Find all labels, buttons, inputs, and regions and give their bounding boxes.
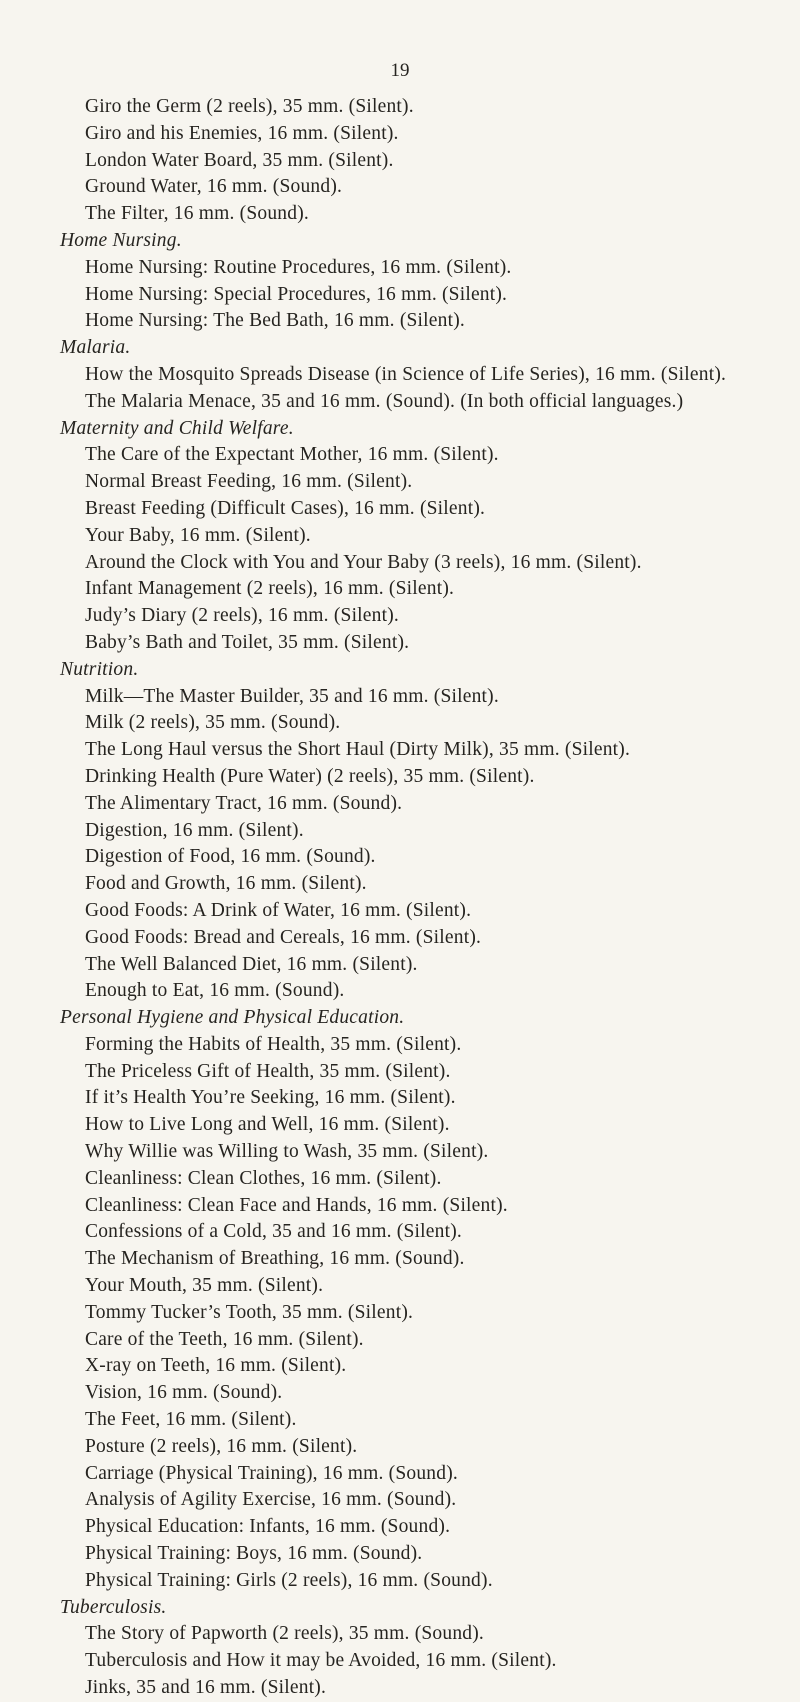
- section-heading: Personal Hygiene and Physical Education.: [60, 1007, 405, 1029]
- film-entry: Your Mouth, 35 mm. (Silent).: [85, 1275, 324, 1297]
- film-entry: Home Nursing: Special Procedures, 16 mm. (Silent).: [85, 283, 508, 305]
- film-entry: Home Nursing: The Bed Bath, 16 mm. (Silent).: [85, 310, 465, 332]
- film-entry: Digestion, 16 mm. (Silent).: [85, 819, 304, 841]
- film-entry: Carriage (Physical Training), 16 mm. (Sound).: [85, 1462, 458, 1484]
- film-entry: Giro and his Enemies, 16 mm. (Silent).: [85, 122, 399, 144]
- film-entry: Good Foods: Bread and Cereals, 16 mm. (Silent).: [85, 926, 482, 948]
- film-entry: Confessions of a Cold, 35 and 16 mm. (Silent).: [85, 1221, 462, 1243]
- film-entry: Digestion of Food, 16 mm. (Sound).: [85, 846, 376, 868]
- film-entry: How to Live Long and Well, 16 mm. (Silent).: [85, 1114, 450, 1136]
- film-entry: The Well Balanced Diet, 16 mm. (Silent).: [85, 953, 418, 975]
- section-heading: Nutrition.: [60, 658, 139, 680]
- film-entry: Ground Water, 16 mm. (Sound).: [85, 176, 343, 198]
- film-entry: Food and Growth, 16 mm. (Silent).: [85, 873, 367, 895]
- film-entry: The Care of the Expectant Mother, 16 mm. (Silent).: [85, 444, 499, 466]
- film-entry: Enough to Eat, 16 mm. (Sound).: [85, 980, 345, 1002]
- film-entry: The Filter, 16 mm. (Sound).: [85, 203, 309, 225]
- film-entry: Physical Training: Boys, 16 mm. (Sound).: [85, 1543, 423, 1565]
- film-entry: The Mechanism of Breathing, 16 mm. (Sound).: [85, 1248, 465, 1270]
- film-entry: Cleanliness: Clean Clothes, 16 mm. (Silent).: [85, 1167, 442, 1189]
- section-heading: Maternity and Child Welfare.: [60, 417, 294, 439]
- film-entry: Your Baby, 16 mm. (Silent).: [85, 524, 311, 546]
- section-heading: Home Nursing.: [60, 229, 182, 251]
- film-entry: Breast Feeding (Difficult Cases), 16 mm. (Silent).: [85, 497, 486, 519]
- film-entry: Vision, 16 mm. (Sound).: [85, 1382, 283, 1404]
- film-entry: Jinks, 35 and 16 mm. (Silent).: [85, 1677, 327, 1699]
- film-entry: Analysis of Agility Exercise, 16 mm. (Sound).: [85, 1489, 457, 1511]
- film-entry: Care of the Teeth, 16 mm. (Silent).: [85, 1328, 364, 1350]
- section-heading: Tuberculosis.: [60, 1596, 167, 1618]
- film-entry: Judy’s Diary (2 reels), 16 mm. (Silent).: [85, 605, 399, 627]
- film-entry: Drinking Health (Pure Water) (2 reels), 35 mm. (Silent).: [85, 765, 535, 787]
- film-entry: Posture (2 reels), 16 mm. (Silent).: [85, 1435, 358, 1457]
- film-entry: London Water Board, 35 mm. (Silent).: [85, 149, 394, 171]
- film-entry: Normal Breast Feeding, 16 mm. (Silent).: [85, 471, 413, 493]
- film-entry: Milk—The Master Builder, 35 and 16 mm. (Silent).: [85, 685, 499, 707]
- film-entry: Infant Management (2 reels), 16 mm. (Silent).: [85, 578, 455, 600]
- section-heading: Malaria.: [60, 337, 131, 359]
- film-entry: Home Nursing: Routine Procedures, 16 mm. (Silent).: [85, 256, 512, 278]
- film-entry: The Malaria Menace, 35 and 16 mm. (Sound). (In both official languages.): [85, 390, 684, 412]
- film-entry: Baby’s Bath and Toilet, 35 mm. (Silent).: [85, 631, 410, 653]
- film-entry: Giro the Germ (2 reels), 35 mm. (Silent).: [85, 96, 414, 117]
- film-entry: Cleanliness: Clean Face and Hands, 16 mm. (Silent).: [85, 1194, 508, 1216]
- film-entry: Tommy Tucker’s Tooth, 35 mm. (Silent).: [85, 1301, 414, 1323]
- film-entry: The Long Haul versus the Short Haul (Dirty Milk), 35 mm. (Silent).: [85, 739, 631, 761]
- film-entry: The Story of Papworth (2 reels), 35 mm. (Sound).: [85, 1623, 484, 1645]
- film-entry: The Alimentary Tract, 16 mm. (Sound).: [85, 792, 403, 814]
- film-list: [60, 94, 780, 1702]
- film-entry: Good Foods: A Drink of Water, 16 mm. (Silent).: [85, 899, 472, 921]
- film-entry: The Priceless Gift of Health, 35 mm. (Silent).: [85, 1060, 451, 1082]
- film-entry: How the Mosquito Spreads Disease (in Science of Life Series), 16 mm. (Silent).: [85, 363, 727, 385]
- film-entry: The Feet, 16 mm. (Silent).: [85, 1409, 297, 1431]
- film-entry: Physical Training: Girls (2 reels), 16 mm. (Sound).: [85, 1569, 493, 1591]
- film-entry: Why Willie was Willing to Wash, 35 mm. (Silent).: [85, 1141, 489, 1163]
- film-entry: Milk (2 reels), 35 mm. (Sound).: [85, 712, 341, 734]
- film-entry: X-ray on Teeth, 16 mm. (Silent).: [85, 1355, 347, 1377]
- film-entry: Tuberculosis and How it may be Avoided, 16 mm. (Silent).: [85, 1650, 557, 1672]
- film-entry: Physical Education: Infants, 16 mm. (Sound).: [85, 1516, 451, 1538]
- film-entry: Around the Clock with You and Your Baby (3 reels), 16 mm. (Silent).: [85, 551, 642, 573]
- page-number: 19: [390, 60, 410, 81]
- film-entry: If it’s Health You’re Seeking, 16 mm. (Silent).: [85, 1087, 456, 1109]
- film-entry: Forming the Habits of Health, 35 mm. (Silent).: [85, 1033, 462, 1055]
